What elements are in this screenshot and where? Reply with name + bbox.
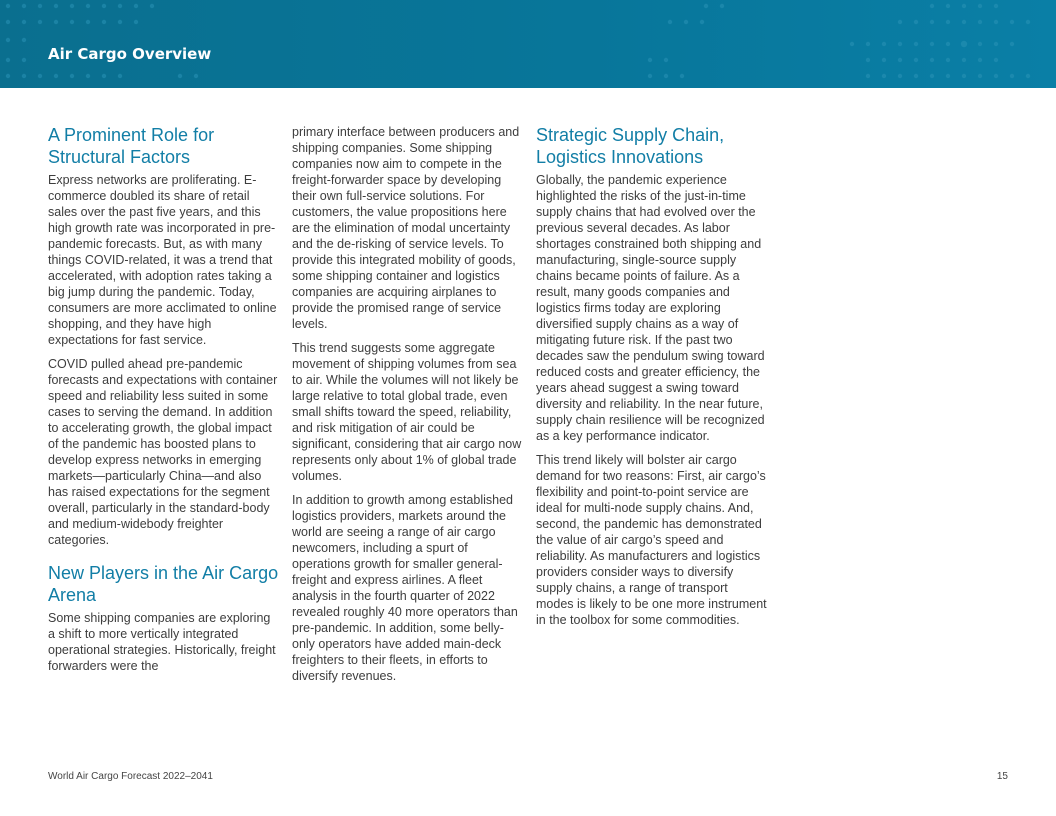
column-1: [48, 124, 280, 682]
heading-new-players: New Players in the Air Cargo Arena: [48, 563, 279, 605]
heading-strategic-supply-chain: Strategic Supply Chain, Logistics Innovations: [536, 125, 725, 167]
heading-prominent-role: A Prominent Role for Structural Factors: [48, 125, 215, 167]
header-banner: [0, 0, 1056, 88]
paragraph: COVID pulled ahead pre-pandemic forecasts and expectations with container speed and reliability less suited in some cases to serving the demand. In addition to accelerating growth, the global impact of the pandemic has boosted plans to develop express networks in emerging markets—particularly China—and also has raised expectations for the segment overall, particularly in the standard-body and medium-widebody freighter categories.: [48, 357, 278, 547]
paragraph: primary interface between producers and shipping companies. Some shipping companies now aim to compete in the freight-forwarder space by developing their own full-service solutions. For customers, the value propositions here are the elimination of modal uncertainty and the de-risking of service levels. To provide this integrated mobility of goods, some shipping container and logistics companies are acquiring airplanes to provide the promised range of service levels.: [292, 125, 520, 331]
section-title: Air Cargo Overview: [48, 45, 212, 63]
page-number: 15: [996, 771, 1008, 782]
paragraph: Express networks are proliferating. E-commerce doubled its share of retail sales over the past five years, and this high growth rate was incorporated in pre-pandemic forecasts. But, as with many things COVID-related, it was a trend that accelerated, with adoption rates taking a big jump during the pandemic. Today, consumers are more acclimated to online shopping, and they have high expectations for fast service.: [48, 173, 277, 347]
dot-pattern-decoration: [0, 0, 1056, 88]
paragraph: Globally, the pandemic experience highlighted the risks of the just-in-time supply chains that had evolved over the previous several decades. As labor shortages constrained both shipping and manufacturing, single-source supply chains became points of failure. As a result, many goods companies and logistics firms today are exploring diversified supply chains as a way of mitigating future risk. If the past two decades saw the pendulum swing toward reduced costs and greater efficiency, the years ahead suggest a swing toward diversity and reliability. In the near future, supply chain resilience will be recognized as a key performance indicator.: [536, 173, 765, 443]
column-3: [536, 124, 768, 636]
paragraph: This trend likely will bolster air cargo demand for two reasons: First, air cargo’s flexibility and point-to-point service are ideal for multi-node supply chains. And, second, the pandemic has demonstrated the value of air cargo’s speed and reliability. As manufacturers and logistics providers consider ways to diversify supply chains, a range of transport modes is likely to be one more instrument in the toolbox for some commodities.: [536, 453, 767, 627]
column-2: [292, 124, 524, 692]
footer-publication-title: World Air Cargo Forecast 2022–2041: [48, 771, 213, 782]
paragraph: Some shipping companies are exploring a shift to more vertically integrated operational strategies. Historically, freight forwarders were the: [48, 611, 276, 673]
paragraph: This trend suggests some aggregate movement of shipping volumes from sea to air. While the volumes will not likely be large relative to total global trade, even small shifts toward the speed, reliability, and risk mitigation of air could be significant, considering that air cargo now represents only about 1% of global trade volumes.: [292, 341, 522, 483]
paragraph: In addition to growth among established logistics providers, markets around the world are seeing a range of air cargo newcomers, including a spurt of operations growth for smaller general-freight and express airlines. A fleet analysis in the fourth quarter of 2022 revealed roughly 40 more operators than pre-pandemic. In addition, some belly-only operators have added main-deck freighters to their fleets, in efforts to diversify revenues.: [292, 493, 518, 683]
